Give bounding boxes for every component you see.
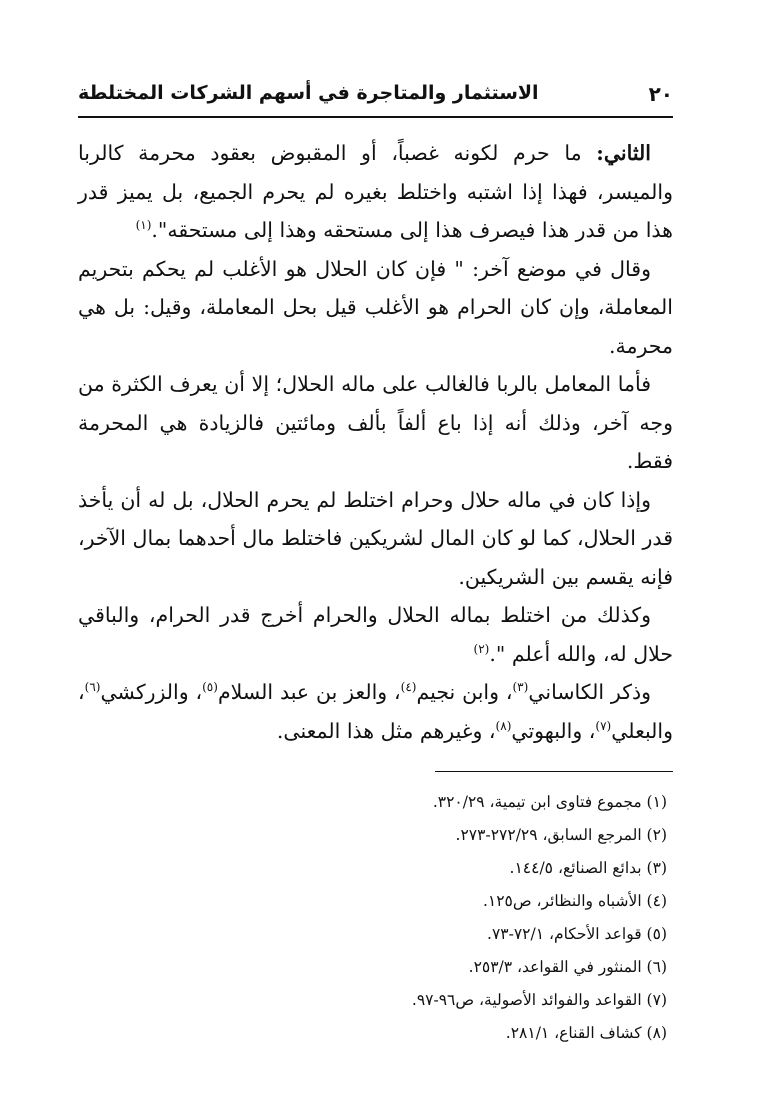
paragraph-text: وقال في موضع آخر: " فإن كان الحلال هو الأغلب لم يحكم بتحريم المعاملة، وإن كان الحرام هو الأغلب قيل بحل المعاملة، وقيل: بل هي محرمة. — [78, 256, 673, 358]
footnote-item: (١) مجموع فتاوى ابن تيمية، ٣٢٠/٢٩. — [432, 793, 667, 811]
paragraph-text: ، وابن نجيم — [416, 680, 513, 704]
footnote-item: (٢) المرجع السابق، ٢٧٢/٢٩-٢٧٣. — [455, 826, 667, 844]
footnote-divider — [435, 771, 673, 772]
footnote-item: (٤) الأشباه والنظائر، ص١٢٥. — [482, 892, 667, 910]
paragraph — [78, 481, 673, 597]
paragraph-text: ، والبهوتي — [511, 718, 596, 743]
footnotes-list — [78, 786, 667, 1050]
footnote-ref: (١) — [135, 218, 152, 233]
page-number: ٢٠ — [648, 82, 673, 106]
footnote-item: (٦) المنثور في القواعد، ٢٥٣/٣. — [468, 958, 667, 976]
footnote-ref: (٣) — [512, 680, 529, 695]
footnote-item: (٣) بدائع الصنائع، ١٤٤/٥. — [509, 859, 667, 877]
paragraph — [78, 673, 673, 750]
paragraph-text: وإذا كان في ماله حلال وحرام اختلط لم يحرم الحلال، بل له أن يأخذ قدر الحلال، كما لو كان المال لشريكين فاختلط مال أحدهما بمال الآخر، فإنه يقسم بين الشريكين. — [78, 487, 673, 589]
paragraph — [78, 365, 673, 481]
footnote-item: (٧) القواعد والفوائد الأصولية، ص٩٦-٩٧. — [411, 991, 667, 1009]
paragraph-text: ، والعز بن عبد السلام — [217, 680, 401, 704]
footnote-ref: (٨) — [495, 718, 512, 733]
paragraph — [78, 134, 673, 250]
paragraph-text: ، وغيرهم مثل هذا المعنى. — [276, 718, 496, 743]
running-header — [78, 76, 673, 118]
running-title: الاستثمار والمتاجرة في أسهم الشركات المختلطة — [78, 82, 539, 104]
footnote-item: (٥) قواعد الأحكام، ٧٢/١-٧٣. — [487, 925, 667, 943]
main-text — [78, 134, 673, 750]
paragraph-text: ما حرم لكونه غصباً، أو المقبوض بعقود محرمة كالربا والميسر، فهذا إذا اشتبه واختلط بغيره لم يحرم الجميع، بل يميز قدر هذا من قدر هذا فيصرف هذا إلى مستحقه وهذا إلى مستحقه". — [78, 141, 673, 242]
footnote-ref: (٥) — [202, 680, 218, 695]
paragraph-text: وكذلك من اختلط بماله الحلال والحرام أخرج قدر الحرام، والباقي حلال له، والله أعلم ". — [78, 603, 673, 666]
paragraph-text: فأما المعامل بالربا فالغالب على ماله الحلال؛ إلا أن يعرف الكثرة من وجه آخر، وذلك أنه إذا باع ألفاً بألف ومائتين فالزيادة هي المحرمة فقط. — [78, 372, 673, 473]
footnote-ref: (٧) — [595, 718, 612, 733]
paragraph — [78, 596, 673, 673]
paragraph-lead: الثاني: — [596, 141, 651, 165]
paragraph-text: ، والزركشي — [100, 680, 203, 704]
paragraph-text: وذكر الكاساني — [528, 680, 651, 704]
footnote-ref: (٦) — [84, 680, 101, 695]
paragraph — [78, 250, 673, 366]
footnote-item: (٨) كشاف القناع، ٢٨١/١. — [505, 1024, 667, 1042]
paragraph-text: ، والبعلي — [78, 680, 673, 743]
footnote-ref: (٤) — [400, 680, 417, 695]
footnote-ref: (٢) — [473, 641, 490, 656]
